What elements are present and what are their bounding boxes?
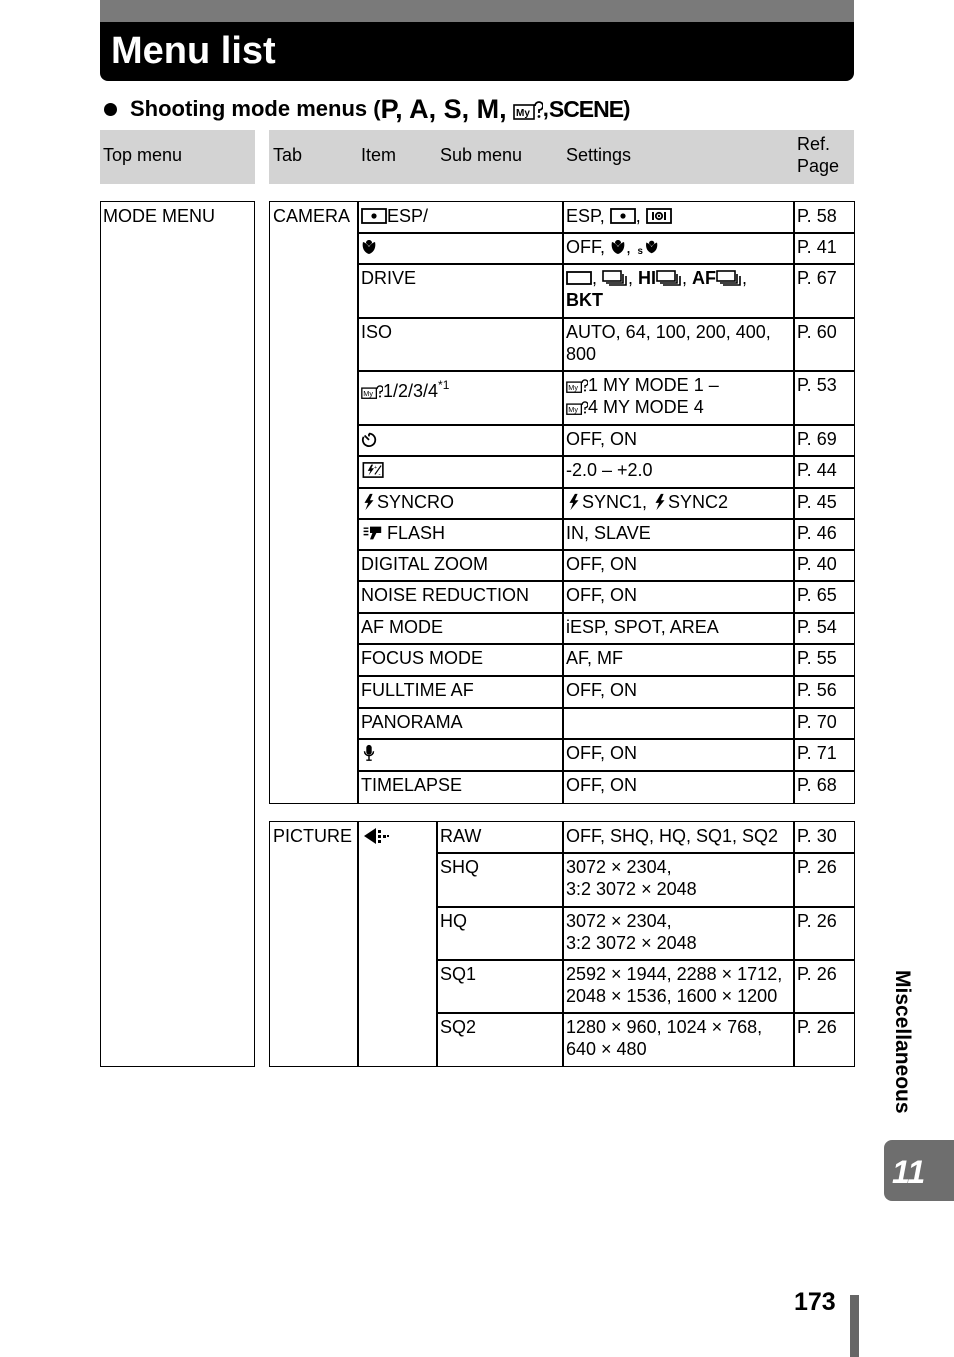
sub-menu-label: HQ [440, 911, 467, 931]
single-frame-icon [566, 268, 592, 288]
side-tab-label: Miscellaneous [891, 970, 914, 1114]
ref-page: P. 68 [797, 775, 837, 795]
ref-page: P. 55 [797, 648, 837, 668]
super-macro-icon [636, 237, 662, 257]
camera-settings-cell [566, 774, 637, 796]
camera-col-divider [357, 201, 359, 804]
camera-settings-cell [566, 679, 637, 701]
mode-menu-box [100, 201, 255, 1067]
ref-page: P. 60 [797, 322, 837, 342]
camera-settings-cell [566, 267, 747, 311]
camera-col-divider [562, 201, 564, 804]
separator: , [682, 268, 693, 288]
item-label: SYNCRO [377, 492, 455, 512]
camera-ref-cell [797, 616, 837, 638]
settings-text: IN, SLAVE [566, 523, 651, 543]
flash-icon [652, 492, 668, 512]
picture-ref-cell [797, 963, 837, 985]
settings-text-b: SYNC2 [668, 492, 729, 512]
row-divider [357, 738, 855, 740]
picture-settings-cell [566, 856, 697, 900]
flash-compensation-icon [361, 460, 387, 480]
row-divider [357, 317, 855, 319]
section-heading [104, 92, 630, 126]
picture-settings-cell [566, 963, 782, 1007]
camera-item-cell [361, 267, 416, 289]
settings-text: 1280 × 960, 1024 × 768, [566, 1017, 763, 1037]
camera-ref-cell [797, 522, 837, 544]
camera-item-cell [361, 205, 428, 227]
ref-page: P. 53 [797, 375, 837, 395]
settings-text: OFF, ON [566, 429, 637, 449]
svg-text:My: My [568, 405, 578, 415]
item-label: FLASH [387, 523, 446, 543]
ref-page: P. 45 [797, 492, 837, 512]
section-label: Shooting mode menus ( [130, 96, 381, 121]
footnote: *1 [438, 378, 450, 392]
row-divider [436, 852, 855, 854]
camera-settings-cell [566, 616, 719, 638]
self-timer-icon [361, 429, 377, 449]
ref-page: P. 40 [797, 554, 837, 574]
item-label: DIGITAL ZOOM [361, 554, 489, 574]
row-divider [357, 232, 855, 234]
settings-text-2: 4 MY MODE 4 [588, 397, 704, 417]
header-ref-label: Ref. [797, 134, 831, 154]
row-divider [357, 263, 855, 265]
settings-text-2: 2048 × 1536, 1600 × 1200 [566, 986, 778, 1006]
camera-ref-cell [797, 711, 837, 733]
settings-text: 2592 × 1944, 2288 × 1712, [566, 964, 783, 984]
picture-ref-cell [797, 825, 837, 847]
section-sep: , [542, 96, 549, 121]
settings-text: -2.0 – +2.0 [566, 460, 653, 480]
svg-text:My: My [515, 108, 530, 119]
camera-settings-cell [566, 742, 637, 764]
picture-settings-cell [566, 825, 778, 847]
sequential-icon [656, 268, 682, 288]
camera-item-cell [361, 774, 462, 796]
settings-text: OFF, [566, 237, 610, 257]
row-divider [436, 1012, 855, 1014]
item-label: TIMELAPSE [361, 775, 463, 795]
chapter-number: 11 [892, 1154, 926, 1190]
settings-text-2: 3:2 3072 × 2048 [566, 933, 697, 953]
settings-text: 3072 × 2304, [566, 911, 672, 931]
settings-text: SYNC1, [582, 492, 653, 512]
camera-settings-cell [566, 236, 662, 258]
ref-page: P. 26 [797, 911, 837, 931]
separator: , [628, 268, 639, 288]
my-mode-icon [361, 381, 383, 401]
page-title: Menu list [111, 30, 276, 72]
row-divider [357, 612, 855, 614]
camera-settings-cell [566, 205, 672, 227]
item-label: AF MODE [361, 617, 444, 637]
macro-icon [610, 237, 626, 257]
row-divider [357, 487, 855, 489]
ref-page: P. 58 [797, 206, 837, 226]
item-label: FULLTIME AF [361, 680, 474, 700]
ref-page: P. 46 [797, 523, 837, 543]
page-bar [850, 1295, 859, 1357]
svg-text:-: - [378, 471, 381, 478]
ref-page: P. 41 [797, 237, 837, 257]
sequential-icon [602, 268, 628, 288]
flash-icon [361, 492, 377, 512]
ref-page: P. 26 [797, 857, 837, 877]
camera-ref-cell [797, 267, 837, 289]
row-divider [357, 549, 855, 551]
camera-settings-cell [566, 647, 623, 669]
settings-text: 3072 × 2304, [566, 857, 672, 877]
my-mode-icon [566, 397, 588, 417]
camera-item-cell [361, 711, 463, 733]
item-label: FOCUS MODE [361, 648, 484, 668]
item-label: 1/2/3/4 [383, 381, 439, 401]
microphone-icon [361, 743, 377, 763]
settings-text: AF, MF [566, 648, 623, 668]
ref-page: P. 65 [797, 585, 837, 605]
camera-ref-cell [797, 459, 837, 481]
top-menu-cell: MODE MENU [103, 206, 215, 226]
camera-item-cell [361, 428, 377, 450]
row-divider [357, 370, 855, 372]
ref-page: P. 30 [797, 826, 837, 846]
camera-ref-cell [797, 205, 837, 227]
settings-text: ESP, [566, 206, 610, 226]
camera-ref-cell [797, 491, 837, 513]
camera-col-divider [793, 201, 795, 804]
camera-item-cell [361, 459, 387, 481]
bullet-icon [104, 103, 117, 116]
spot-metering-icon [361, 206, 387, 226]
camera-item-cell [361, 616, 443, 638]
settings-text: OFF, ON [566, 554, 637, 574]
picture-settings-cell [566, 1016, 762, 1060]
row-divider [357, 707, 855, 709]
picture-settings-cell [566, 910, 697, 954]
title-bar [100, 22, 854, 81]
svg-text:+: + [374, 465, 378, 472]
row-divider [436, 906, 855, 908]
camera-settings-cell [566, 459, 653, 481]
camera-item-cell [361, 742, 377, 764]
settings-text: OFF, SHQ, HQ, SQ1, SQ2 [566, 826, 779, 846]
ref-page: P. 26 [797, 964, 837, 984]
settings-text: OFF, ON [566, 743, 637, 763]
camera-ref-cell [797, 679, 837, 701]
chapter-tab [884, 1140, 954, 1201]
hi-label: HI [638, 268, 657, 288]
camera-settings-cell [566, 553, 637, 575]
camera-ref-cell [797, 553, 837, 575]
ref-page: P. 44 [797, 460, 837, 480]
separator: , [592, 268, 603, 288]
section-close: ) [623, 96, 631, 121]
camera-item-cell [361, 236, 377, 258]
settings-text-2: 800 [566, 344, 597, 364]
sub-menu-label: SHQ [440, 857, 480, 877]
separator: , [626, 237, 637, 257]
picture-ref-cell [797, 910, 837, 932]
camera-ref-cell [797, 236, 837, 258]
item-label: NOISE REDUCTION [361, 585, 530, 605]
header-item-label: Item [361, 145, 397, 165]
settings-text: OFF, ON [566, 585, 637, 605]
picture-ref-cell [797, 1016, 837, 1038]
camera-ref-cell [797, 428, 837, 450]
side-tab [886, 970, 916, 1136]
picture-tab-cell: PICTURE [273, 826, 353, 846]
camera-ref-cell [797, 584, 837, 606]
settings-text: 1 MY MODE 1 – [588, 375, 719, 395]
item-label: PANORAMA [361, 712, 463, 732]
header-top-menu [100, 130, 255, 184]
macro-icon [361, 237, 377, 257]
ref-page: P. 71 [797, 743, 837, 763]
camera-ref-cell [797, 647, 837, 669]
camera-item-cell [361, 491, 454, 513]
settings-text: AUTO, 64, 100, 200, 400, [566, 322, 771, 342]
ref-page: P. 56 [797, 680, 837, 700]
spot-metering-icon [610, 206, 636, 226]
camera-item-cell [361, 553, 488, 575]
separator: , [635, 206, 646, 226]
separator: , [742, 268, 748, 288]
row-divider [436, 959, 855, 961]
settings-text-2: 640 × 480 [566, 1039, 647, 1059]
row-divider [357, 770, 855, 772]
external-flash-icon [361, 523, 387, 543]
svg-text:s: s [637, 246, 643, 255]
scene-label: SCENE [548, 95, 624, 122]
svg-text:My: My [363, 389, 373, 399]
camera-ref-cell [797, 774, 837, 796]
settings-text: OFF, ON [566, 680, 637, 700]
row-divider [357, 643, 855, 645]
item-label: DRIVE [361, 268, 417, 288]
sub-menu-label: RAW [440, 826, 482, 846]
item-label: ISO [361, 322, 393, 342]
camera-ref-cell [797, 374, 837, 396]
header-settings-label: Settings [566, 145, 632, 165]
flash-icon [566, 492, 582, 512]
ref-page: P. 54 [797, 617, 837, 637]
camera-settings-cell [566, 522, 651, 544]
camera-ref-cell [797, 321, 837, 343]
picture-sub-cell [440, 963, 476, 985]
multi-metering-icon [646, 206, 672, 226]
row-divider [357, 518, 855, 520]
picture-ref-cell [797, 856, 837, 878]
picture-col-divider [562, 821, 564, 1067]
picture-col-divider [436, 821, 438, 1067]
ref-page: P. 67 [797, 268, 837, 288]
row-divider [357, 424, 855, 426]
page-number: 173 [794, 1288, 836, 1316]
ref-page: P. 26 [797, 1017, 837, 1037]
camera-item-cell [361, 679, 474, 701]
header-sub-menu-label: Sub menu [440, 145, 523, 165]
item-label: ESP/ [387, 206, 429, 226]
sub-menu-label: SQ1 [440, 964, 477, 984]
picture-col-divider [357, 821, 359, 1067]
camera-settings-cell [566, 428, 637, 450]
top-bar [100, 0, 854, 22]
header-page-label: Page [797, 156, 840, 176]
camera-tab-cell: CAMERA [273, 206, 351, 226]
sub-menu-label: SQ2 [440, 1017, 477, 1037]
bkt-label: BKT [566, 290, 603, 310]
header-top-menu-label: Top menu [103, 145, 183, 165]
ref-page: P. 69 [797, 429, 837, 449]
picture-sub-cell [440, 1016, 476, 1038]
header-tab-label: Tab [273, 145, 303, 165]
camera-item-cell [361, 584, 529, 606]
row-divider [357, 675, 855, 677]
image-quality-icon [362, 826, 390, 846]
camera-settings-cell [566, 491, 728, 513]
picture-sub-cell [440, 910, 467, 932]
picture-sub-cell [440, 856, 479, 878]
af-label: AF [692, 268, 717, 288]
ref-page: P. 70 [797, 712, 837, 732]
sequential-icon [716, 268, 742, 288]
picture-item-cell [362, 826, 390, 851]
picture-sub-cell [440, 825, 481, 847]
camera-ref-cell [797, 742, 837, 764]
camera-item-cell [361, 522, 445, 544]
header-main [269, 130, 854, 184]
picture-col-divider [793, 821, 795, 1067]
row-divider [357, 580, 855, 582]
my-mode-icon [566, 375, 588, 395]
row-divider [357, 455, 855, 457]
camera-settings-cell [566, 321, 771, 365]
camera-settings-cell [566, 584, 637, 606]
settings-text-2: 3:2 3072 × 2048 [566, 879, 697, 899]
camera-item-cell [361, 647, 483, 669]
svg-text:My: My [568, 383, 578, 393]
settings-text: iESP, SPOT, AREA [566, 617, 719, 637]
section-modes: P, A, S, M, [380, 93, 507, 124]
camera-settings-cell [566, 374, 719, 418]
settings-text: OFF, ON [566, 775, 637, 795]
camera-item-cell [361, 374, 449, 402]
my-mode-icon [513, 98, 543, 120]
camera-item-cell [361, 321, 392, 343]
